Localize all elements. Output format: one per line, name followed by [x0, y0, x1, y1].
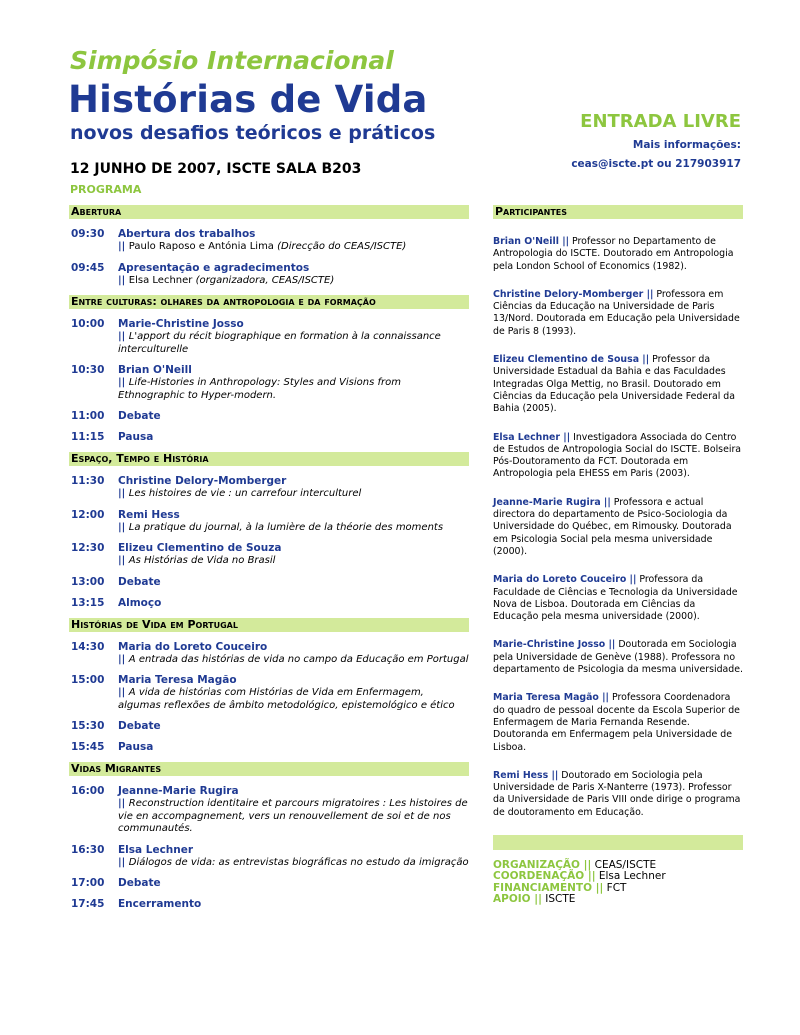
- program-item: [69, 741, 469, 754]
- separator: ||: [118, 521, 129, 533]
- separator: ||: [118, 555, 129, 566]
- event-date: 12 JUNHO DE 2007, ISCTE SALA B203: [70, 161, 362, 177]
- item-title: Christine Delory-Momberger: [118, 475, 287, 487]
- program-item: [69, 509, 469, 535]
- program-item: [69, 410, 469, 423]
- participant-bio: Investigadora Associada do Centro de Estudos de Antropologia Social do ISCTE. Bolseira Pós-Doutoramento da FCT. Doutorada em Antropologia pela EHESS em Paris (2003).: [493, 431, 742, 480]
- participant-bio: Professora em Ciências da Educação na Universidade de Paris 13/Nord. Doutorada em Educação pela Universidade de Paris 8 (1993).: [493, 288, 740, 337]
- event-tagline: novos desafios teóricos e práticos: [70, 122, 436, 144]
- item-talk: A entrada das histórias de vida no campo da Educação em Portugal: [128, 653, 469, 665]
- organization-divider: [493, 835, 743, 850]
- organization-list: [493, 860, 743, 906]
- item-body: [118, 431, 469, 444]
- item-description: [118, 488, 469, 501]
- item-time: 12:00: [71, 508, 105, 521]
- item-time: 15:00: [71, 674, 105, 686]
- program-item: [69, 262, 469, 288]
- participant-bio: Doutorada em Sociologia pela Universidade de Genève (1988). Professora no departamento de Psicologia da mesma universidade.: [493, 639, 743, 676]
- item-talk: Life-Histories in Anthropology: Styles and Visions from Ethnographic to Hyper-modern.: [118, 377, 401, 401]
- event-subtitle: Simpósio Internacional: [70, 46, 394, 75]
- item-time: 16:30: [71, 843, 105, 856]
- item-body: [118, 475, 469, 501]
- item-description: [118, 241, 469, 254]
- separator: ||: [118, 241, 129, 252]
- section-header: Entre culturas: olhares da antropologia e da formação: [69, 295, 469, 309]
- item-body: [118, 785, 469, 836]
- item-time: 12:30: [71, 542, 105, 554]
- organization-row: [493, 894, 743, 906]
- participants-list: [493, 236, 743, 819]
- program-item: [69, 318, 469, 356]
- item-note: (organizadora, CEAS/ISCTE): [195, 274, 335, 286]
- item-description: [118, 687, 469, 712]
- item-body: [118, 898, 469, 911]
- item-description: [118, 555, 469, 568]
- item-title: Elizeu Clementino de Souza: [118, 542, 282, 554]
- item-time: 13:00: [71, 575, 105, 588]
- item-body: [118, 228, 469, 254]
- participant-entry: [493, 692, 743, 753]
- item-body: [118, 877, 469, 890]
- participant-name: Marie-Christine Josso ||: [493, 639, 616, 651]
- item-talk: La pratique du journal, à la lumière de la théorie des moments: [128, 521, 444, 533]
- section-header: Vidas Migrantes: [69, 762, 469, 776]
- participant-entry: [493, 770, 743, 819]
- participant-name: Elizeu Clementino de Sousa ||: [493, 354, 650, 366]
- participant-entry: [493, 639, 743, 676]
- item-time: 10:00: [71, 318, 105, 330]
- item-title: Pausa: [118, 431, 154, 443]
- item-people: Elsa Lechner: [128, 274, 193, 286]
- participant-name: Maria do Loreto Couceiro ||: [493, 574, 637, 586]
- item-time: 10:30: [71, 364, 105, 376]
- item-title: Debate: [118, 410, 161, 422]
- participant-name: Christine Delory-Momberger ||: [493, 288, 654, 300]
- separator: ||: [118, 856, 129, 868]
- participant-bio: Professora da Faculdade de Ciências e Tecnologia da Universidade Nova de Lisboa. Doutorada em Ciências da Educação pela mesma universidade (2000).: [493, 574, 738, 623]
- item-title: Debate: [118, 877, 161, 889]
- program-item: [69, 898, 469, 911]
- item-body: [118, 509, 469, 535]
- event-title: Histórias de Vida: [68, 78, 428, 121]
- item-body: [118, 318, 469, 356]
- item-title: Brian O'Neill: [118, 364, 192, 376]
- program-item: [69, 844, 469, 870]
- item-time: 11:15: [71, 431, 105, 443]
- free-entry-label: ENTRADA LIVRE: [580, 111, 741, 132]
- separator: ||: [118, 653, 129, 665]
- organization-value: Elsa Lechner: [595, 870, 666, 883]
- item-title: Debate: [118, 720, 161, 732]
- separator: ||: [118, 798, 129, 809]
- info-contact[interactable]: ceas@iscte.pt ou 217903917: [571, 158, 741, 170]
- program-item: [69, 475, 469, 501]
- item-time: 09:45: [71, 261, 105, 274]
- participant-name: Maria Teresa Magão ||: [493, 692, 609, 704]
- program-item: [69, 597, 469, 610]
- participant-entry: [493, 497, 743, 558]
- separator: ||: [118, 377, 129, 388]
- item-people: Paulo Raposo e Antónia Lima: [128, 241, 274, 252]
- separator: ||: [118, 331, 129, 342]
- participant-entry: [493, 236, 743, 273]
- item-time: 11:00: [71, 410, 105, 422]
- participant-bio: Professor no Departamento de Antropologia do ISCTE. Doutorado em Antropologia pela London School of Economics (1982).: [493, 236, 734, 272]
- item-title: Almoço: [118, 596, 162, 609]
- participant-entry: [493, 432, 743, 481]
- program-label: PROGRAMA: [70, 183, 142, 196]
- organization-label: COORDENAÇÃO ||: [493, 870, 596, 883]
- organization-value: ISCTE: [541, 893, 576, 906]
- item-body: [118, 410, 469, 423]
- item-description: [118, 798, 469, 836]
- item-body: [118, 741, 469, 754]
- item-body: [118, 720, 469, 733]
- section-header: Histórias de Vida em Portugal: [69, 618, 469, 632]
- item-description: [118, 331, 469, 356]
- organization-value: FCT: [603, 881, 627, 894]
- item-time: 15:30: [71, 720, 105, 732]
- program-column: [69, 205, 469, 919]
- item-time: 11:30: [71, 475, 105, 487]
- item-talk: Reconstruction identitaire et parcours migratoires : Les histoires de vie en accompagnement, vers un renouvellement de soi et de nos communautés.: [118, 798, 468, 834]
- participant-bio: Professora e actual directora do departamento de Psico-Sociologia da Universidade do Québec, em Rimousky. Doutorada em Psicologia Social pela mesma universidade (2000).: [493, 496, 732, 557]
- item-title: Maria do Loreto Couceiro: [118, 640, 268, 653]
- item-title: Jeanne-Marie Rugira: [118, 785, 239, 797]
- section-header: Espaço, Tempo e História: [69, 452, 469, 466]
- item-description: [118, 857, 469, 870]
- program-item: [69, 877, 469, 890]
- organization-label: ORGANIZAÇÃO ||: [493, 858, 592, 871]
- participant-bio: Professor da Universidade Estadual da Bahia e das Faculdades Integradas Olga Mettig, no Brasil. Doutorado em Ciências da Educação pela Universidade Federal da Bahia (2005).: [493, 354, 735, 415]
- item-body: [118, 597, 469, 610]
- participants-header: Participantes: [493, 205, 743, 219]
- program-item: [69, 785, 469, 836]
- participant-entry: [493, 574, 743, 623]
- item-title: Pausa: [118, 741, 154, 753]
- item-body: [118, 542, 469, 568]
- item-description: [118, 275, 469, 288]
- item-talk: Les histoires de vie : un carrefour interculturel: [128, 488, 362, 499]
- participants-column: [493, 205, 743, 906]
- program-item: [69, 364, 469, 402]
- participant-bio: Professora Coordenadora do quadro de pessoal docente da Escola Superior de Enfermagem de Maria Fernanda Resende. Doutoranda em Enfermagem pela Universidade de Lisboa.: [493, 692, 740, 753]
- section-header: Abertura: [69, 205, 469, 219]
- program-item: [69, 674, 469, 712]
- item-time: 13:15: [71, 596, 105, 609]
- item-note: (Direcção do CEAS/ISCTE): [277, 241, 407, 252]
- item-talk: Diálogos de vida: as entrevistas biográficas no estudo da imigração: [128, 856, 469, 868]
- item-time: 17:45: [71, 898, 105, 910]
- program-item: [69, 542, 469, 568]
- separator: ||: [118, 274, 129, 286]
- item-time: 16:00: [71, 785, 105, 797]
- item-title: Maria Teresa Magão: [118, 674, 237, 686]
- item-title: Elsa Lechner: [118, 843, 194, 856]
- item-body: [118, 641, 469, 667]
- participant-name: Remi Hess ||: [493, 769, 559, 781]
- separator: ||: [118, 488, 129, 499]
- item-body: [118, 262, 469, 288]
- item-title: Abertura dos trabalhos: [118, 228, 256, 240]
- item-time: 15:45: [71, 741, 105, 753]
- item-title: Apresentação e agradecimentos: [118, 261, 310, 274]
- item-description: [118, 654, 469, 667]
- separator: ||: [118, 687, 129, 698]
- program-item: [69, 641, 469, 667]
- item-talk: L'apport du récit biographique en formation à la connaissance interculturelle: [118, 331, 441, 355]
- item-title: Remi Hess: [118, 508, 180, 521]
- item-body: [118, 844, 469, 870]
- participant-entry: [493, 354, 743, 415]
- item-title: Debate: [118, 575, 161, 588]
- item-talk: A vida de histórias com Histórias de Vida em Enfermagem, algumas reflexões de âmbito metodológico, epistemológico e ético: [118, 687, 455, 711]
- participant-name: Jeanne-Marie Rugira ||: [493, 496, 611, 508]
- program-item: [69, 228, 469, 254]
- item-talk: As Histórias de Vida no Brasil: [128, 555, 276, 566]
- item-title: Encerramento: [118, 898, 202, 910]
- item-time: 09:30: [71, 228, 105, 240]
- participant-name: Elsa Lechner ||: [493, 431, 571, 443]
- organization-label: APOIO ||: [493, 893, 542, 906]
- item-body: [118, 674, 469, 712]
- item-title: Marie-Christine Josso: [118, 318, 244, 330]
- program-item: [69, 576, 469, 589]
- program-item: [69, 431, 469, 444]
- item-time: 17:00: [71, 877, 105, 889]
- item-body: [118, 576, 469, 589]
- participant-name: Brian O'Neill ||: [493, 236, 570, 247]
- organization-value: CEAS/ISCTE: [591, 858, 657, 871]
- item-time: 14:30: [71, 640, 105, 653]
- organization-label: FINANCIAMENTO ||: [493, 881, 604, 894]
- item-description: [118, 377, 469, 402]
- participant-entry: [493, 289, 743, 338]
- item-description: [118, 522, 469, 535]
- item-body: [118, 364, 469, 402]
- program-item: [69, 720, 469, 733]
- info-label: Mais informações:: [632, 139, 741, 151]
- participant-bio: Doutorado em Sociologia pela Universidade de Paris X-Nanterre (1973). Professor da Universidade de Paris VIII onde dirige o programa de doutoramento em Educação.: [493, 769, 741, 818]
